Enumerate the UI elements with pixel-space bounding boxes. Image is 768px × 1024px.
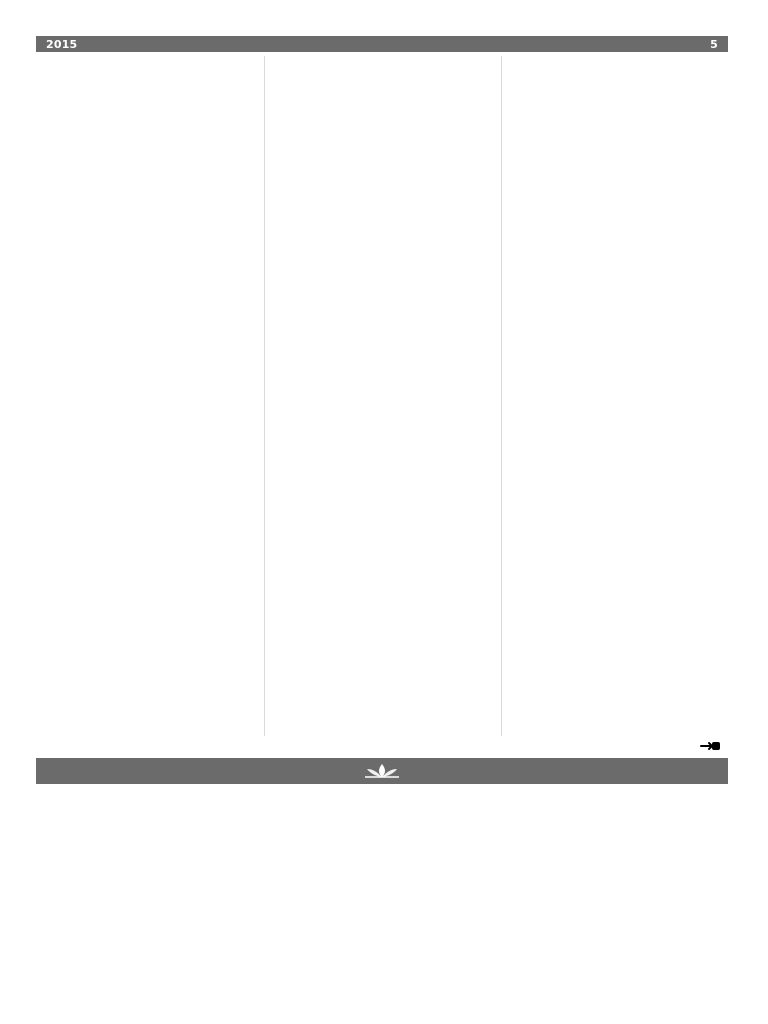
text-column-1 — [36, 56, 254, 736]
column-divider — [501, 56, 502, 736]
column-divider — [264, 56, 265, 736]
text-column-2 — [273, 56, 491, 736]
article-body — [36, 56, 728, 736]
text-column-3 — [510, 56, 728, 736]
header-left-text: 2015 — [46, 37, 78, 51]
page-header — [36, 36, 728, 52]
lotus-icon — [355, 761, 409, 781]
page-footer — [36, 758, 728, 784]
header-right-text: 5 — [710, 37, 718, 51]
pointing-hand-icon — [700, 738, 722, 754]
